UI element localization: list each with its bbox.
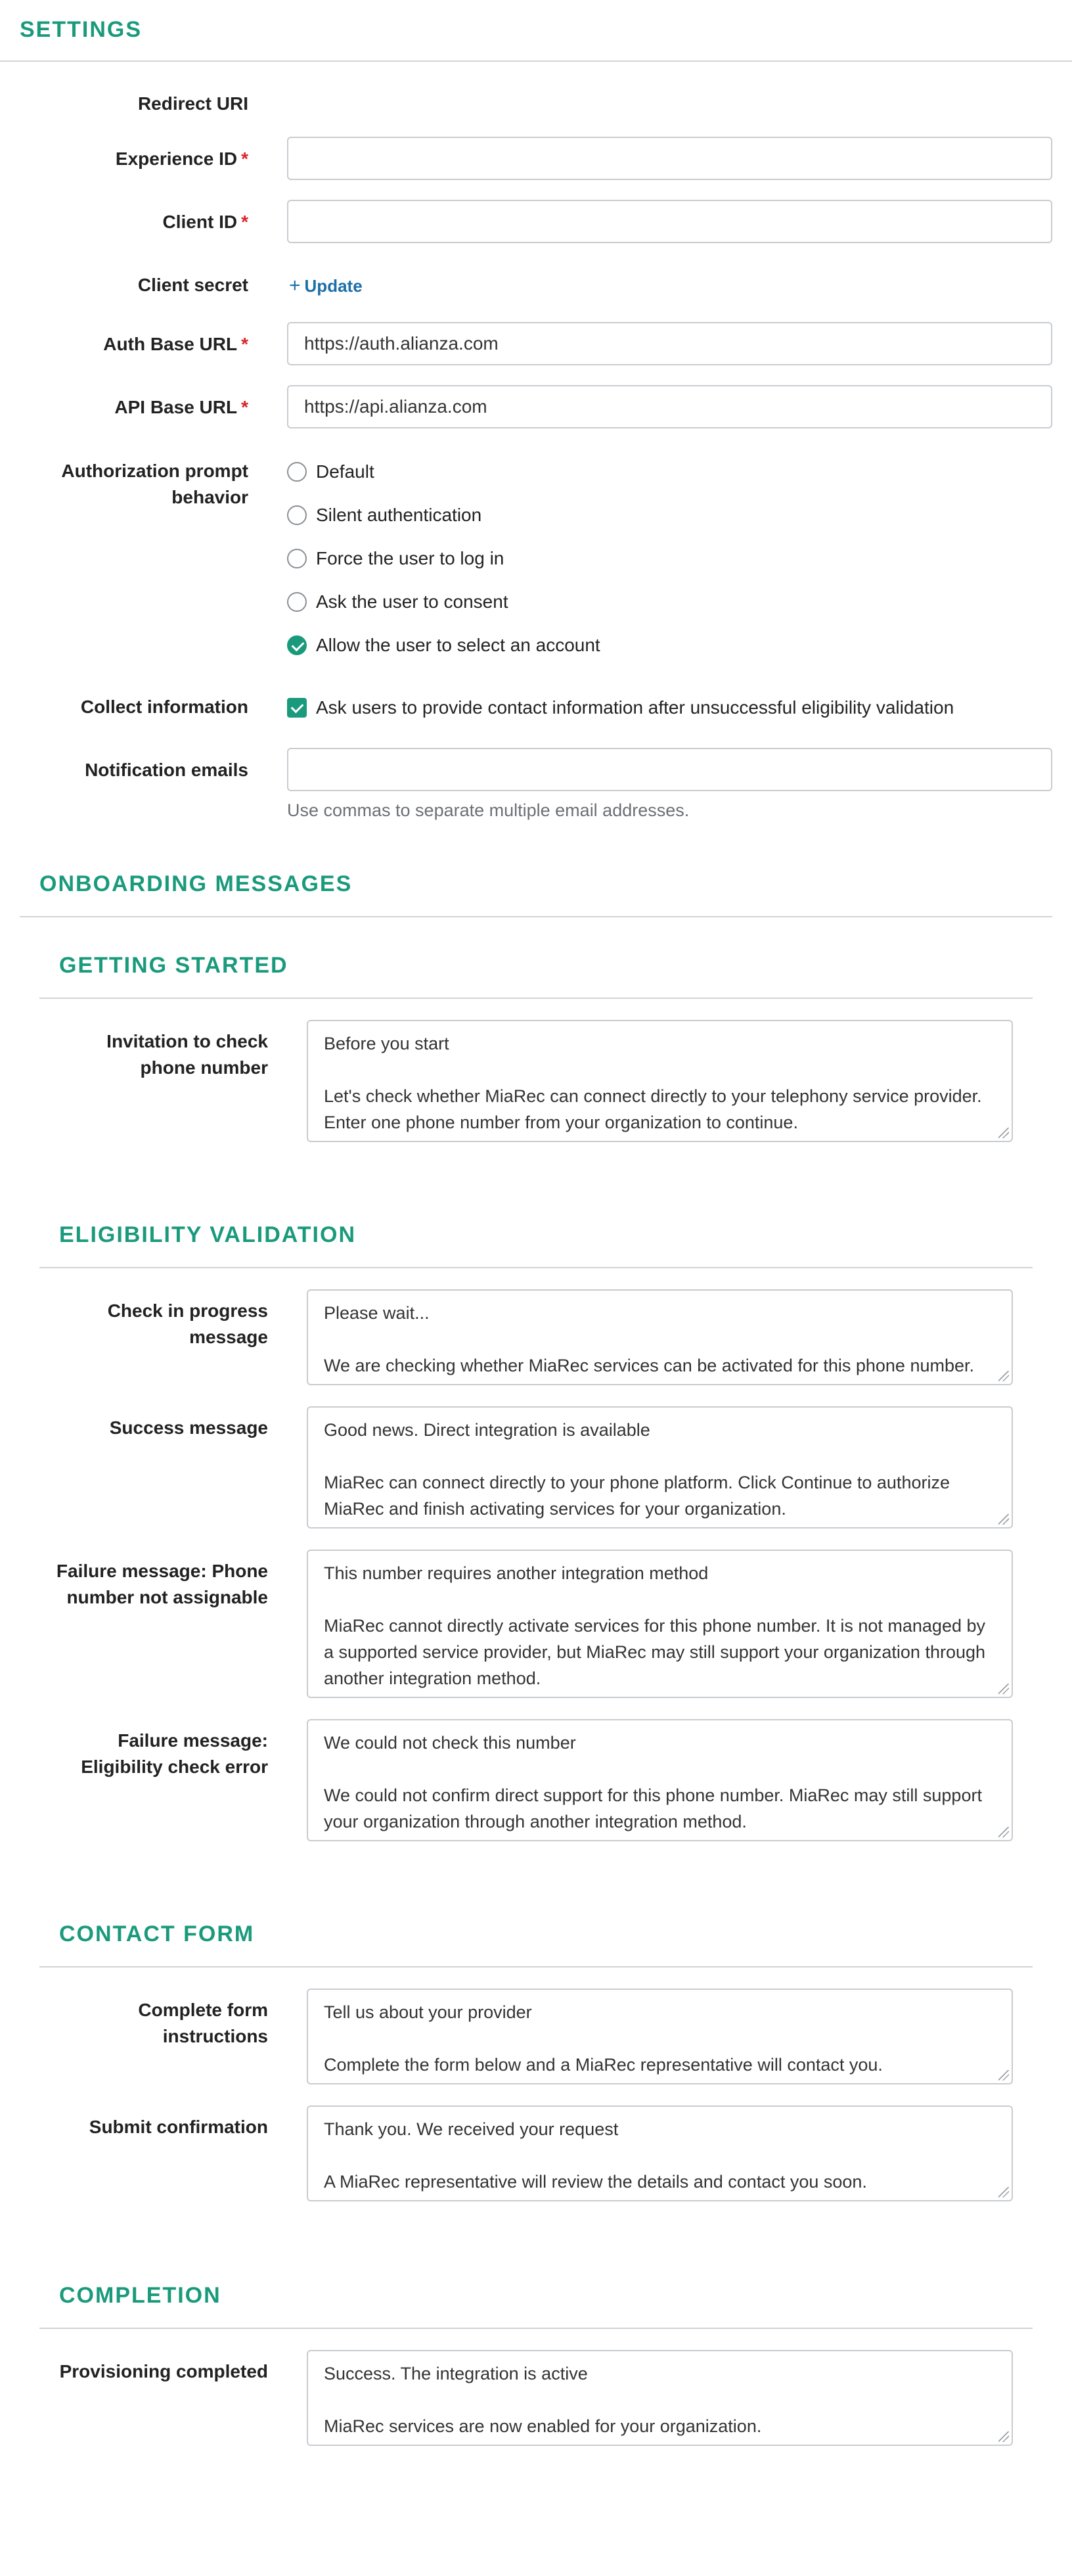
radio-button[interactable] — [287, 592, 307, 612]
invitation-textarea[interactable] — [307, 1020, 1013, 1142]
auth-base-url-input[interactable] — [287, 322, 1052, 365]
redirect-uri-label: Redirect URI — [137, 93, 248, 114]
settings-title: SETTINGS — [20, 17, 143, 42]
resize-handle-icon[interactable] — [998, 1684, 1009, 1694]
client-secret-update-link[interactable]: + Update — [289, 275, 363, 296]
contact-form-divider — [39, 1966, 1033, 1967]
provisioning-completed-label: Provisioning completed — [59, 2361, 268, 2381]
textarea-body: MiaRec can connect directly to your phone platform. Click Continue to authorize MiaRec and finish activating services for your organization. — [324, 1473, 950, 1519]
onboarding-divider — [20, 916, 1052, 917]
success-message-textarea[interactable] — [307, 1406, 1013, 1529]
radio-button[interactable] — [287, 505, 307, 525]
required-mark: * — [241, 397, 248, 417]
prompt-option-select-account[interactable]: Allow the user to select an account — [287, 635, 600, 656]
resize-handle-icon[interactable] — [998, 1827, 1009, 1837]
textarea-title-line: Before you start — [324, 1034, 449, 1053]
complete-form-label: Complete form instructions — [138, 2000, 268, 2046]
notification-emails-label: Notification emails — [85, 760, 248, 780]
prompt-option-silent[interactable]: Silent authentication — [287, 505, 481, 526]
failure-not-assignable-label: Failure message: Phone number not assignable — [56, 1561, 268, 1607]
provisioning-completed-textarea[interactable] — [307, 2350, 1013, 2446]
experience-id-label: Experience ID * — [115, 149, 248, 169]
checkbox-checked[interactable] — [287, 698, 307, 718]
required-mark: * — [241, 212, 248, 232]
auth-base-url-label: Auth Base URL * — [103, 334, 248, 354]
textarea-title-line: Thank you. We received your request — [324, 2119, 619, 2139]
resize-handle-icon[interactable] — [998, 2431, 1009, 2442]
client-id-label: Client ID * — [162, 212, 248, 232]
textarea-title-line: This number requires another integration method — [324, 1563, 709, 1583]
check-in-progress-label: Check in progress message — [107, 1300, 268, 1347]
prompt-option-consent[interactable]: Ask the user to consent — [287, 591, 508, 612]
check-in-progress-textarea[interactable] — [307, 1289, 1013, 1385]
onboarding-title: ONBOARDING MESSAGES — [39, 871, 353, 896]
submit-confirmation-label: Submit confirmation — [89, 2117, 268, 2137]
invitation-label: Invitation to check phone number — [106, 1031, 268, 1078]
notification-emails-input[interactable] — [287, 748, 1052, 791]
failure-check-error-label: Failure message: Eligibility check error — [81, 1730, 268, 1777]
client-id-input[interactable] — [287, 200, 1052, 243]
submit-confirmation-textarea[interactable] — [307, 2105, 1013, 2201]
completion-title: COMPLETION — [59, 2283, 221, 2308]
api-base-url-input[interactable] — [287, 385, 1052, 428]
textarea-title-line: We could not check this number — [324, 1733, 576, 1753]
textarea-body: We are checking whether MiaRec services can be activated for this phone number. — [324, 1356, 975, 1375]
resize-handle-icon[interactable] — [998, 1371, 1009, 1381]
collect-information-label: Collect information — [80, 697, 248, 717]
textarea-body: A MiaRec representative will review the details and contact you soon. — [324, 2172, 867, 2192]
contact-form-title: CONTACT FORM — [59, 1921, 255, 1946]
notification-emails-help: Use commas to separate multiple email addresses. — [287, 800, 690, 820]
required-mark: * — [241, 149, 248, 169]
plus-icon: + — [289, 275, 301, 296]
success-message-label: Success message — [109, 1417, 268, 1438]
api-base-url-label: API Base URL * — [114, 397, 248, 417]
radio-button[interactable] — [287, 462, 307, 482]
resize-handle-icon[interactable] — [998, 2187, 1009, 2197]
failure-check-error-textarea[interactable] — [307, 1719, 1013, 1841]
resize-handle-icon[interactable] — [998, 1128, 1009, 1138]
radio-button-checked[interactable] — [287, 635, 307, 655]
required-mark: * — [241, 334, 248, 354]
resize-handle-icon[interactable] — [998, 1514, 1009, 1525]
check-icon — [292, 639, 305, 652]
eligibility-divider — [39, 1267, 1033, 1268]
complete-form-textarea[interactable] — [307, 1989, 1013, 2084]
getting-started-title: GETTING STARTED — [59, 953, 288, 978]
textarea-title-line: Success. The integration is active — [324, 2364, 588, 2383]
experience-id-input[interactable] — [287, 137, 1052, 180]
settings-divider — [0, 60, 1072, 62]
textarea-title-line: Good news. Direct integration is available — [324, 1420, 650, 1440]
prompt-option-login[interactable]: Force the user to log in — [287, 548, 504, 569]
collect-information-checkbox-row[interactable]: Ask users to provide contact information after unsuccessful eligibility validation — [287, 697, 954, 718]
textarea-title-line: Please wait... — [324, 1303, 430, 1323]
authorization-prompt-label: Authorization prompt behavior — [61, 461, 248, 507]
radio-button[interactable] — [287, 549, 307, 568]
textarea-title-line: Tell us about your provider — [324, 2002, 532, 2022]
getting-started-divider — [39, 998, 1033, 999]
textarea-body: Let's check whether MiaRec can connect directly to your telephony service provider. Enter one phone number from your organization to continue. — [324, 1086, 982, 1132]
client-secret-label: Client secret — [137, 275, 248, 295]
failure-not-assignable-textarea[interactable] — [307, 1550, 1013, 1698]
textarea-body: Complete the form below and a MiaRec representative will contact you. — [324, 2055, 883, 2075]
textarea-body: We could not confirm direct support for this phone number. MiaRec may still support your organization through another integration method. — [324, 1785, 982, 1831]
resize-handle-icon[interactable] — [998, 2070, 1009, 2081]
completion-divider — [39, 2328, 1033, 2329]
textarea-body: MiaRec cannot directly activate services for this phone number. It is not managed by a supported service provider, but MiaRec may still support your organization through another integration method. — [324, 1616, 986, 1688]
eligibility-title: ELIGIBILITY VALIDATION — [59, 1222, 356, 1247]
textarea-body: MiaRec services are now enabled for your organization. — [324, 2416, 762, 2436]
check-icon — [291, 701, 304, 714]
prompt-option-default[interactable]: Default — [287, 461, 374, 482]
